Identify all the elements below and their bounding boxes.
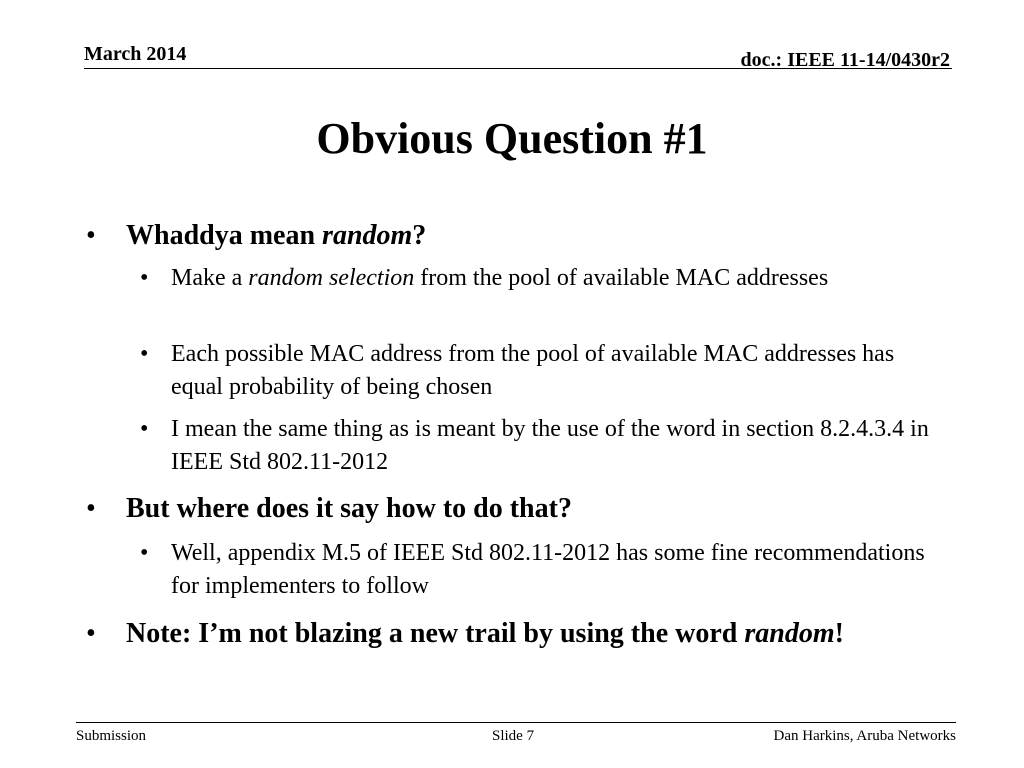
bullet-dot: • <box>140 416 149 442</box>
bullet-1-emphasis: random <box>322 220 413 251</box>
bullet-3-emphasis: random <box>744 618 835 649</box>
bullet-1-text-end: ? <box>412 220 427 251</box>
bullet-3-text-end: ! <box>834 618 844 649</box>
bullet-2 <box>86 491 936 527</box>
bullet-dot: • <box>86 618 96 649</box>
sub-bullet-1-1-emphasis: random selection <box>248 265 415 291</box>
bullet-dot: • <box>140 265 149 291</box>
sub-bullet-1-1 <box>140 262 941 295</box>
bullet-dot: • <box>140 341 149 367</box>
bullet-2-text: But where does it say how to do that? <box>126 493 572 524</box>
footer-slide-number: Slide 7 <box>492 728 535 744</box>
bullet-3 <box>86 616 896 652</box>
bullet-dot: • <box>86 493 96 524</box>
sub-bullet-1-3-text: I mean the same thing as is meant by the use of the word in section 8.2.4.3.4 in IEEE Std 802.11-2012 <box>171 416 929 475</box>
bullet-dot: • <box>86 220 96 251</box>
sub-bullet-2-1-text: Well, appendix M.5 of IEEE Std 802.11-2012 has some fine recommendations for implementers to follow <box>171 540 925 599</box>
bullet-dot: • <box>140 540 149 566</box>
header-date: March 2014 <box>84 43 187 65</box>
sub-bullet-1-3 <box>140 413 941 479</box>
bullet-1-text: Whaddya mean <box>126 220 323 251</box>
sub-bullet-1-1-text: Make a <box>171 265 249 291</box>
header-divider <box>84 68 952 69</box>
header-doc-id: doc.: IEEE 11-14/0430r2 <box>740 49 950 71</box>
footer-divider <box>76 722 956 723</box>
sub-bullet-1-2 <box>140 338 941 404</box>
slide-title: Obvious Question #1 <box>316 114 708 163</box>
bullet-1 <box>86 218 936 254</box>
sub-bullet-1-2-text: Each possible MAC address from the pool of available MAC addresses has equal probability of being chosen <box>171 341 895 400</box>
footer-author: Dan Harkins, Aruba Networks <box>773 728 956 744</box>
sub-bullet-2-1 <box>140 537 941 603</box>
bullet-3-text: Note: I’m not blazing a new trail by using the word <box>126 618 745 649</box>
footer-submission: Submission <box>76 728 147 744</box>
sub-bullet-1-1-text-end: from the pool of available MAC addresses <box>414 265 829 291</box>
